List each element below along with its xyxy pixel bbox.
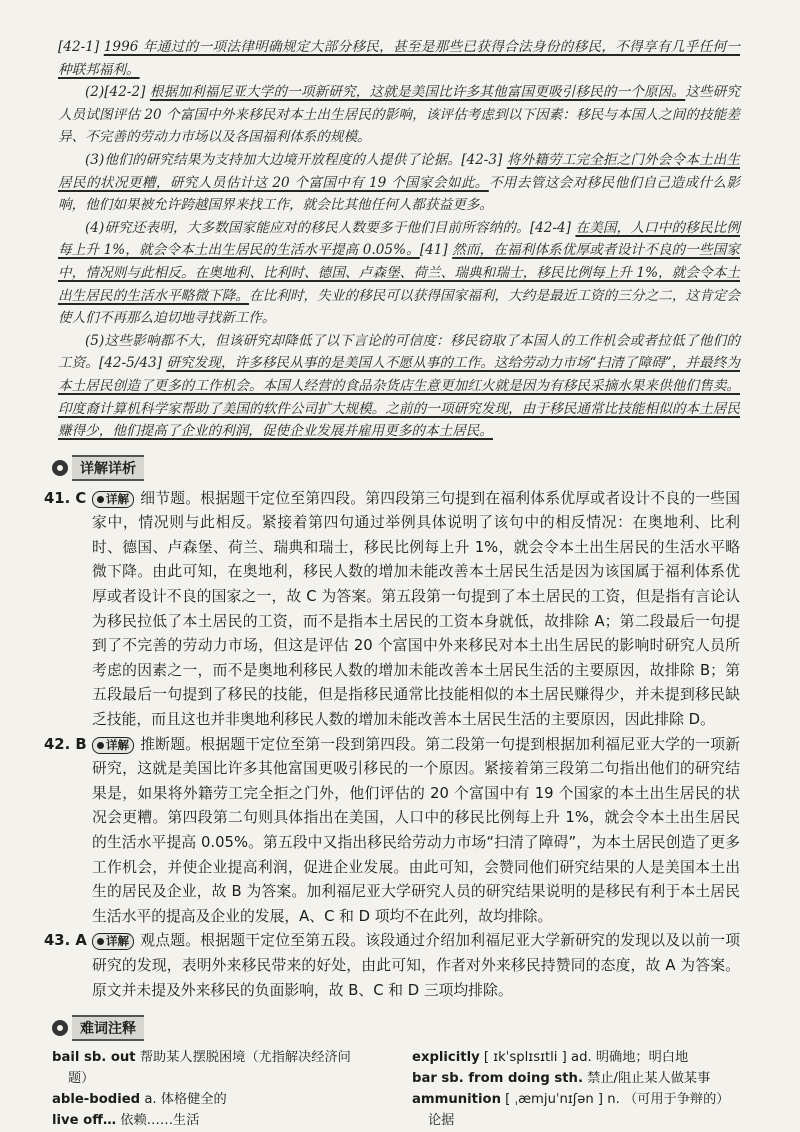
vocab-word: explicitly bbox=[412, 1050, 480, 1066]
marker-41: [41] bbox=[419, 242, 453, 259]
section-title: 难词注释 bbox=[72, 1015, 144, 1041]
marker-42-1: [42-1] bbox=[58, 39, 104, 55]
underlined-text: 将外籍劳工完全拒之门外会令本土出生居民的状况更糟，研究人员估计这 20 个富国中有 19 个国家会如此。 bbox=[58, 151, 740, 191]
vocab-definition: [ ˌæmjuˈnɪʃən ] n. （可用于争辩的） bbox=[500, 1092, 730, 1108]
answer-text: 推断题。根据题干定位至第一段到第四段。第二段第一句提到根据加利福尼亚大学的一项新研究，这就是美国比许多其他富国更吸引移民的一个原因。紧接着第三段第二句指出他们的研究结果是，如果将外籍劳工完全拒之门外，他们评估的 20 个富国中有 19 个国家的本土出生居民的状况会更糟。第四段第二句则具体指出在美国，人口中的移民比例每上升 1%，就会令本土出生居民的生活水平提高 0.05%。第五段中又指出移民给劳动力市场“扫清了障碍”，为本土居民创造了更多工作机会，并使企业提高利润，促进企业发展。由此可知，会赞同他们研究结果的人是美国本土出生的居民及企业，故 B 为答案。加利福尼亚大学研究人员的研究结果说明的是移民有利于本土居民生活水平的提高及企业的发展，A、C 和 D 项均不在此列，故均排除。 bbox=[92, 735, 740, 925]
bullet-icon bbox=[52, 460, 68, 476]
marker-42-3: (3)他们的研究结果为支持加大边境开放程度的人提供了论据。[42-3] bbox=[85, 151, 507, 168]
answer-item bbox=[44, 929, 740, 1003]
answer-text: 观点题。根据题干定位至第五段。该段通过介绍加利福尼亚大学新研究的发现以及以前一项研究的发现，表明外来移民带来的好处，由此可知，作者对外来移民持赞同的态度，故 A 为答案。原文并未提及外来移民的负面影响，故 B、C 和 D 三项均排除。 bbox=[92, 932, 740, 999]
underlined-text: 在美国，人口中的移民比例每上升 1%，就会令本土出生居民的生活水平提高 0.05%。 bbox=[58, 219, 740, 259]
vocab-entry bbox=[52, 1047, 412, 1068]
vocab-entry bbox=[412, 1047, 742, 1068]
vocab-word: ammunition bbox=[412, 1092, 501, 1108]
vocab-word: bar sb. from doing sth. bbox=[412, 1071, 583, 1087]
paragraph-2 bbox=[58, 81, 740, 149]
vocab-definition-cont: 论据 bbox=[428, 1113, 455, 1129]
vocab-definition: a. 体格健全的 bbox=[140, 1092, 227, 1108]
answer-item bbox=[44, 733, 740, 930]
section-header-vocab bbox=[52, 1017, 740, 1039]
vocab-entry bbox=[52, 1089, 412, 1110]
vocab-entry bbox=[412, 1089, 742, 1110]
detail-tag bbox=[92, 737, 134, 754]
tag-label: 详解 bbox=[106, 737, 129, 752]
underlined-text: 研究发现，许多移民从事的是美国人不愿从事的工作。这给劳动力市场“扫清了障碍”，并最终为本土居民创造了更多的工作机会。本国人经营的食品杂货店生意更加红火就是因为有移民采摘水果来供他们售卖。印度裔计算机科学家帮助了美国的软件公司扩大规模。之前的一项研究发现，由于移民通常比技能相似的本土居民赚得少，他们提高了企业的利润，促使企业发展并雇用更多的本土居民。 bbox=[58, 355, 740, 440]
paragraph-4 bbox=[58, 217, 740, 330]
answer-number: 41. C bbox=[44, 489, 87, 507]
marker-42-2: (2)[42-2] bbox=[85, 84, 150, 101]
vocab-list bbox=[52, 1047, 740, 1131]
vocab-entry bbox=[52, 1110, 412, 1131]
tag-label: 详解 bbox=[106, 491, 129, 506]
answer-body bbox=[92, 733, 740, 930]
answer-body bbox=[92, 487, 740, 733]
paragraph-text: 在比利时，失业的移民可以获得国家福利，大约是最近工资的三分之二，这肯定会使人们不再那么迫切地寻找新工作。 bbox=[58, 287, 741, 327]
vocab-word: bail sb. out bbox=[52, 1050, 136, 1066]
vocab-word: live off… bbox=[52, 1113, 117, 1129]
vocab-word: able-bodied bbox=[52, 1092, 141, 1108]
answer-number: 42. B bbox=[44, 735, 87, 753]
paragraph-3 bbox=[58, 149, 740, 217]
answer-body bbox=[92, 929, 740, 1003]
underlined-text: 然而，在福利体系优厚或者设计不良的一些国家中，情况则与此相反。在奥地利、比利时、德国、卢森堡、荷兰、瑞典和瑞士，移民比例每上升 1%，就会令本土出生居民的生活水平略微下降。 bbox=[58, 242, 741, 304]
answer-text: 细节题。根据题干定位至第四段。第四段第三句提到在福利体系优厚或者设计不良的一些国家中，情况则与此相反。紧接着第四句通过举例具体说明了该句中的相反情况：在奥地利、比利时、德国、卢森堡、荷兰、瑞典和瑞士，移民比例每上升 1%，就会令本土出生居民的生活水平略微下降。由此可知，在奥地利，移民人数的增加未能改善本土居民生活是因为该国属于福利体系优厚或者设计不良的国家之一，故 C 为答案。第五段第一句提到了本土居民的工资，但是指有言论认为移民拉低了本土居民的工资，而不是指本土居民的工资本身就低，故排除 A；第二段最后一句提到了不完善的劳动力市场，但这是评估 20 个富国中外来移民对本土出生居民的影响时研究人员所考虑的因素之一，而不是奥地利移民人数的增加未能改善本土居民生活的主要原因，故排除 B；第五段最后一句提到了移民的技能，但是指移民通常比技能相似的本土居民赚得少，并未提到移民缺乏技能，而且这也并非奥地利移民人数的增加未能改善本土居民生活的主要原因，因此排除 D。 bbox=[92, 489, 740, 729]
bullet-icon bbox=[52, 1020, 68, 1036]
answers-list bbox=[44, 487, 740, 1003]
tag-label: 详解 bbox=[106, 934, 129, 949]
paragraph-text: 这些研究人员试图评估 20 个富国中外来移民对本土出生居民的影响，该评估考虑到以下因素：移民与本国人之间的技能差异、不完善的劳动力市场以及各国福利体系的规模。 bbox=[58, 84, 740, 146]
marker-42-4: (4)研究还表明，大多数国家能应对的移民人数要多于他们目前所容纳的。[42-4] bbox=[85, 219, 576, 236]
paragraph-5 bbox=[58, 330, 740, 443]
vocab-definition: [ ɪkˈsplɪsɪtli ] ad. 明确地；明白地 bbox=[479, 1050, 689, 1066]
vocab-definition: 帮助某人摆脱困境（尤指解决经济问 bbox=[135, 1050, 351, 1066]
passage-translation bbox=[58, 36, 740, 443]
answer-number: 43. A bbox=[44, 932, 87, 950]
detail-tag bbox=[92, 933, 134, 950]
vocab-column-right bbox=[412, 1047, 742, 1131]
detail-tag bbox=[92, 491, 134, 508]
dot-icon bbox=[97, 938, 104, 945]
vocab-definition: 禁止/阻止某人做某事 bbox=[582, 1071, 711, 1087]
underlined-text: 根据加利福尼亚大学的一项新研究，这就是美国比许多其他富国更吸引移民的一个原因。 bbox=[149, 84, 686, 101]
section-header-analysis bbox=[52, 457, 740, 479]
vocab-definition-cont: 题） bbox=[68, 1071, 95, 1087]
paragraph-text: 不用去管这会对移民他们自己造成什么影响，他们如果被允许跨越国界来找工作，就会比其他任何人都获益更多。 bbox=[58, 174, 740, 214]
underlined-text: 1996 年通过的一项法律明确规定大部分移民，甚至是那些已获得合法身份的移民，不得享有几乎任何一种联邦福利。 bbox=[58, 39, 740, 78]
dot-icon bbox=[97, 742, 104, 749]
answer-item bbox=[44, 487, 740, 733]
marker-42-5-43: (5)这些影响都不大，但该研究却降低了以下言论的可信度：移民窃取了本国人的工作机会或者拉低了他们的工资。[42-5/43] bbox=[58, 332, 740, 372]
vocab-column-left bbox=[52, 1047, 412, 1131]
vocab-definition: 依赖……生活 bbox=[116, 1113, 200, 1129]
section-title: 详解详析 bbox=[72, 455, 144, 481]
paragraph-1 bbox=[58, 36, 740, 81]
dot-icon bbox=[97, 496, 104, 503]
vocab-entry bbox=[412, 1068, 742, 1089]
